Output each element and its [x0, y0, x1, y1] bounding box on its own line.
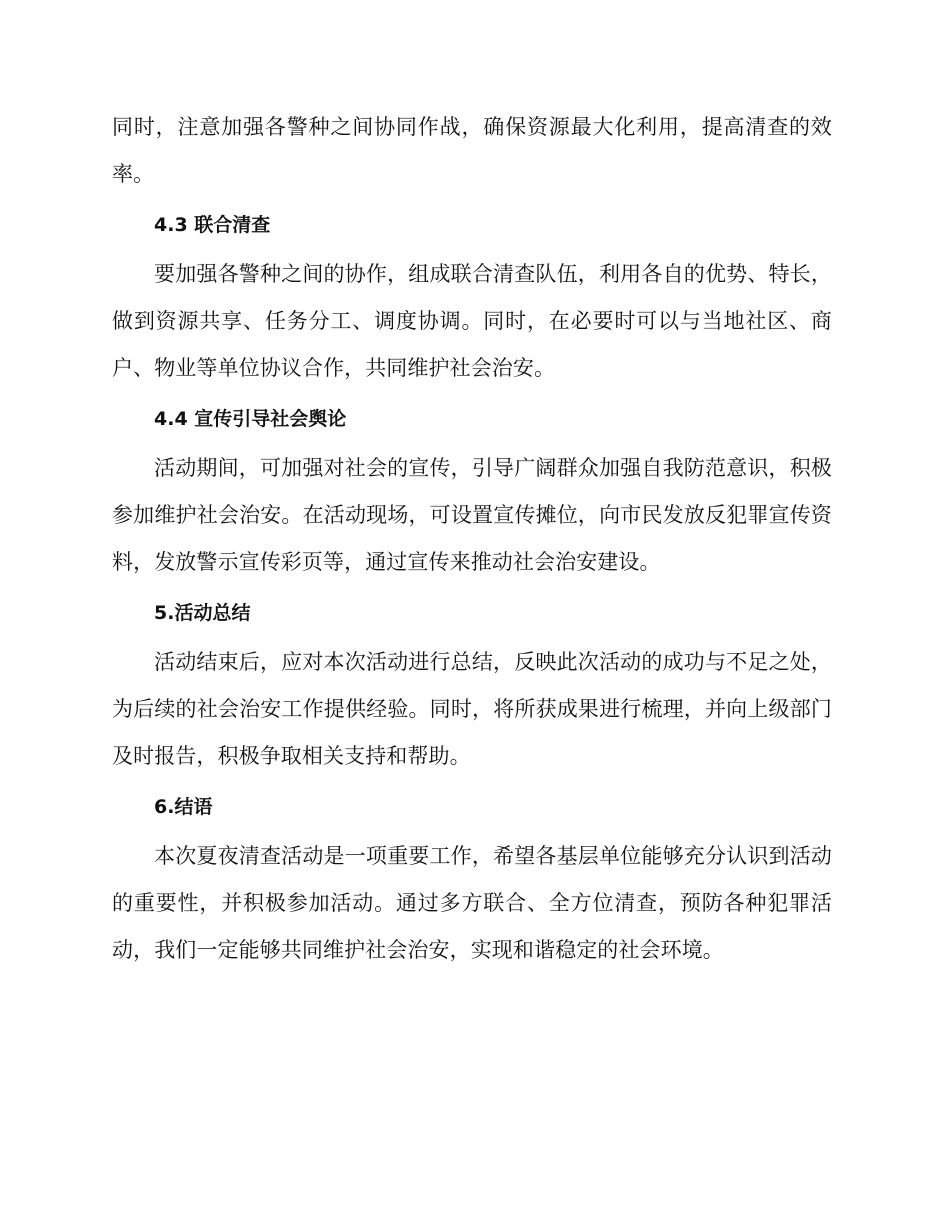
- section-body-5: 活动结束后，应对本次活动进行总结，反映此次活动的成功与不足之处，为后续的社会治安工作提供经验。同时，将所获成果进行梳理，并向上级部门及时报告，积极争取相关支持和帮助。: [112, 650, 832, 768]
- section-body-4-4: 活动期间，可加强对社会的宣传，引导广阔群众加强自我防范意识，积极参加维护社会治安。在活动现场，可设置宣传摊位，向市民发放反犯罪宣传资料，发放警示宣传彩页等，通过宣传来推动社会治安建设。: [112, 456, 832, 574]
- section-heading-4-3: 4.3 联合清查: [154, 214, 271, 236]
- intro-paragraph: 同时，注意加强各警种之间协同作战，确保资源最大化利用，提高清查的效率。: [112, 115, 832, 186]
- section-heading-4-4: 4.4 宣传引导社会舆论: [154, 408, 347, 430]
- section-heading-6: 6.结语: [154, 796, 213, 818]
- section-body-6: 本次夏夜清查活动是一项重要工作，希望各基层单位能够充分认识到活动的重要性，并积极参加活动。通过多方联合、全方位清查，预防各种犯罪活动，我们一定能够共同维护社会治安，实现和谐稳定的社会环境。: [112, 844, 832, 962]
- section-body-4-3: 要加强各警种之间的协作，组成联合清查队伍，利用各自的优势、特长，做到资源共享、任务分工、调度协调。同时，在必要时可以与当地社区、商户、物业等单位协议合作，共同维护社会治安。: [112, 262, 832, 380]
- document-page: [112, 104, 832, 974]
- section-heading-5: 5.活动总结: [154, 602, 251, 624]
